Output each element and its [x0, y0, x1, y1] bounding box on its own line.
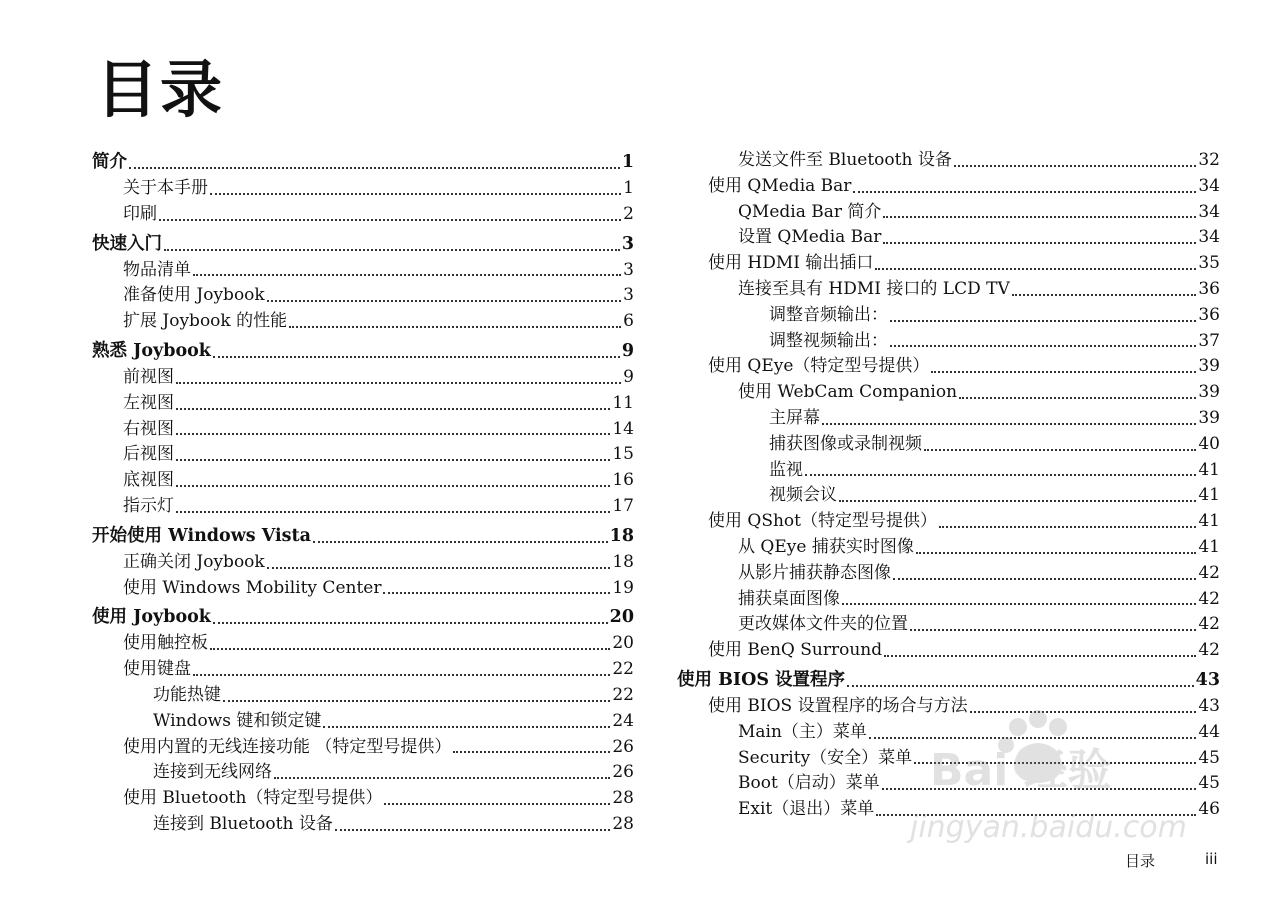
toc-entry-title: 准备使用 Joybook: [123, 285, 265, 306]
toc-entry[interactable]: [677, 277, 1220, 303]
toc-entry[interactable]: [92, 576, 634, 602]
toc-entry[interactable]: [677, 251, 1220, 277]
toc-entry-title: 使用 BenQ Surround: [708, 640, 883, 661]
toc-entry-page: 36: [1198, 304, 1220, 325]
dot-leader: [869, 737, 1196, 739]
toc-entry[interactable]: [92, 683, 634, 709]
dot-leader: [193, 674, 610, 676]
toc-entry-page: 41: [1198, 536, 1220, 557]
toc-entry[interactable]: [92, 391, 634, 417]
toc-entry[interactable]: [92, 417, 634, 443]
toc-entry-page: 42: [1198, 562, 1220, 583]
dot-leader: [931, 371, 1196, 373]
dot-leader: [384, 803, 610, 805]
toc-entry[interactable]: [677, 406, 1220, 432]
toc-entry[interactable]: [92, 283, 634, 309]
toc-entry-title: 使用 BIOS 设置程序的场合与方法: [708, 695, 968, 716]
toc-entry[interactable]: [677, 380, 1220, 406]
dot-leader: [939, 526, 1196, 528]
toc-entry[interactable]: [92, 631, 634, 657]
dot-leader: [1012, 294, 1197, 296]
dot-leader: [875, 268, 1196, 270]
toc-entry[interactable]: [677, 458, 1220, 484]
toc-entry-title: 简介: [92, 152, 127, 172]
toc-entry[interactable]: [92, 812, 634, 838]
toc-entry-title: 指示灯: [123, 495, 174, 516]
dot-leader: [176, 485, 610, 487]
dot-leader: [842, 603, 1196, 605]
toc-entry-page: 42: [1198, 614, 1220, 635]
toc-entry[interactable]: [92, 230, 634, 258]
toc-entry[interactable]: [677, 225, 1220, 251]
toc-entry-title: 使用 QMedia Bar: [708, 175, 852, 196]
toc-entry-page: 39: [1198, 407, 1220, 428]
dot-leader: [223, 700, 610, 702]
dot-leader: [890, 345, 1196, 347]
toc-left-column: [92, 148, 634, 838]
toc-entry-title: 使用 BIOS 设置程序: [677, 669, 846, 690]
dot-leader: [274, 777, 610, 779]
toc-entry[interactable]: [92, 258, 634, 284]
toc-entry-page: 18: [612, 551, 634, 572]
toc-entry[interactable]: [677, 638, 1220, 664]
toc-entry[interactable]: [677, 587, 1220, 613]
toc-entry[interactable]: [677, 354, 1220, 380]
toc-entry-page: 28: [612, 788, 634, 809]
footer-page-number: iii: [1205, 850, 1218, 868]
toc-entry[interactable]: [677, 746, 1220, 772]
toc-entry-title: 开始使用 Windows Vista: [92, 525, 311, 546]
toc-entry-title: 使用 QEye（特定型号提供）: [708, 356, 930, 377]
toc-entry[interactable]: [92, 494, 634, 520]
watermark-url: jingyan.baidu.com: [910, 810, 1187, 845]
toc-entry[interactable]: [677, 535, 1220, 561]
dot-leader: [959, 397, 1196, 399]
toc-right-column: [677, 148, 1220, 823]
toc-entry-title: 物品清单: [123, 259, 191, 280]
toc-entry-title: 连接到无线网络: [153, 762, 272, 783]
toc-entry[interactable]: [677, 483, 1220, 509]
toc-entry-page: 35: [1198, 253, 1220, 274]
dot-leader: [176, 433, 610, 435]
toc-entry-title: 左视图: [123, 392, 174, 413]
toc-entry[interactable]: [92, 735, 634, 761]
dot-leader: [129, 167, 620, 169]
toc-entry[interactable]: [677, 666, 1220, 694]
toc-entry-title: 主屏幕: [769, 407, 820, 428]
toc-entry-page: 2: [623, 203, 634, 224]
dot-leader: [193, 274, 621, 276]
toc-entry[interactable]: [677, 303, 1220, 329]
dot-leader: [910, 629, 1196, 631]
dot-leader: [164, 249, 620, 251]
page-title: 目录: [96, 53, 225, 126]
toc-entry-title: 正确关闭 Joybook: [123, 551, 265, 572]
toc-entry-page: 24: [612, 710, 634, 731]
dot-leader: [213, 622, 608, 624]
toc-entry-title: QMedia Bar 简介: [738, 201, 882, 222]
toc-entry-title: 印刷: [123, 203, 157, 224]
dot-leader: [213, 356, 620, 358]
dot-leader: [176, 459, 610, 461]
toc-entry-title: 捕获桌面图像: [738, 588, 840, 609]
toc-entry[interactable]: [92, 148, 634, 176]
toc-entry-page: 20: [609, 607, 634, 628]
toc-entry[interactable]: [92, 709, 634, 735]
toc-entry-title: 右视图: [123, 418, 174, 439]
toc-entry-page: 3: [623, 285, 634, 306]
toc-entry[interactable]: [677, 509, 1220, 535]
toc-entry-page: 40: [1198, 433, 1220, 454]
toc-entry[interactable]: [92, 365, 634, 391]
toc-entry-page: 28: [612, 813, 634, 834]
toc-entry-title: 关于本手册: [123, 178, 208, 198]
toc-entry[interactable]: [677, 694, 1220, 720]
toc-entry-title: 视频会议: [769, 485, 837, 506]
toc-entry[interactable]: [92, 309, 634, 335]
dot-leader: [176, 382, 621, 384]
toc-entry[interactable]: [677, 771, 1220, 797]
toc-entry[interactable]: [92, 442, 634, 468]
toc-entry-title: 调整视频输出：: [769, 330, 888, 351]
dot-leader: [805, 474, 1196, 476]
toc-entry-title: 使用 HDMI 输出插口: [708, 253, 874, 274]
toc-entry-page: 43: [1195, 669, 1220, 690]
toc-entry-page: 41: [1198, 511, 1220, 532]
toc-entry-page: 39: [1198, 356, 1220, 377]
toc-entry-page: 3: [623, 259, 634, 280]
toc-entry-page: 22: [612, 659, 634, 680]
dot-leader: [313, 541, 608, 543]
toc-entry-title: 熟悉 Joybook: [92, 340, 211, 361]
dot-leader: [876, 814, 1196, 816]
dot-leader: [159, 219, 621, 221]
toc-entry-page: 16: [612, 470, 634, 491]
toc-entry-page: 37: [1198, 330, 1220, 351]
toc-entry-page: 19: [612, 577, 634, 598]
toc-entry-page: 1: [623, 178, 634, 198]
toc-entry-page: 36: [1198, 278, 1220, 299]
toc-entry[interactable]: [92, 176, 634, 202]
dot-leader: [839, 500, 1196, 502]
toc-entry[interactable]: [677, 720, 1220, 746]
toc-entry-title: 从 QEye 捕获实时图像: [738, 536, 914, 557]
toc-entry-title: 连接至具有 HDMI 接口的 LCD TV: [738, 278, 1010, 299]
toc-entry-page: 44: [1198, 721, 1220, 742]
toc-entry[interactable]: [92, 550, 634, 576]
toc-entry-title: 使用触控板: [123, 633, 208, 654]
toc-entry-page: 45: [1198, 773, 1220, 794]
toc-entry[interactable]: [677, 432, 1220, 458]
toc-entry[interactable]: [92, 603, 634, 631]
toc-entry-page: 11: [612, 392, 634, 413]
dot-leader: [853, 191, 1196, 193]
toc-entry-page: 46: [1198, 799, 1220, 820]
dot-leader: [210, 648, 610, 650]
toc-entry-page: 20: [612, 633, 634, 654]
dot-leader: [453, 751, 610, 753]
toc-entry-page: 42: [1198, 640, 1220, 661]
toc-entry-title: 前视图: [123, 366, 174, 387]
toc-entry[interactable]: [92, 337, 634, 365]
toc-entry-page: 1: [621, 152, 634, 172]
toc-entry-page: 9: [623, 366, 634, 387]
dot-leader: [883, 242, 1196, 244]
footer-section-label: 目录: [1125, 852, 1156, 870]
toc-entry[interactable]: [92, 760, 634, 786]
toc-entry-title: 使用 Windows Mobility Center: [123, 577, 382, 598]
toc-entry-page: 41: [1198, 485, 1220, 506]
toc-entry-title: 调整音频输出：: [769, 304, 888, 325]
toc-entry-page: 32: [1198, 150, 1220, 170]
toc-entry-title: 使用键盘: [123, 659, 191, 680]
dot-leader: [822, 423, 1196, 425]
dot-leader: [914, 762, 1196, 764]
toc-entry-title: 使用 Joybook: [92, 607, 211, 628]
toc-entry[interactable]: [92, 468, 634, 494]
toc-entry-page: 9: [621, 340, 634, 361]
dot-leader: [335, 829, 611, 831]
dot-leader: [890, 320, 1196, 322]
toc-entry-title: Boot（启动）菜单: [738, 773, 880, 794]
toc-entry-title: 功能热键: [153, 684, 221, 705]
dot-leader: [916, 552, 1197, 554]
toc-entry-title: 使用内置的无线连接功能 （特定型号提供）: [123, 736, 452, 757]
toc-entry[interactable]: [677, 148, 1220, 174]
toc-entry-page: 15: [612, 444, 634, 465]
dot-leader: [893, 578, 1196, 580]
toc-entry-page: 6: [623, 311, 634, 332]
toc-entry[interactable]: [677, 797, 1220, 823]
toc-entry-title: 底视图: [123, 470, 174, 491]
toc-entry-page: 17: [612, 495, 634, 516]
watermark-brand: Bai 经验: [930, 745, 1112, 796]
toc-entry-title: Windows 键和锁定键: [153, 710, 322, 731]
toc-entry-title: 从影片捕获静态图像: [738, 562, 891, 583]
toc-entry[interactable]: [92, 786, 634, 812]
toc-entry-page: 41: [1198, 459, 1220, 480]
dot-leader: [924, 449, 1196, 451]
toc-entry-title: 设置 QMedia Bar: [738, 227, 882, 248]
toc-entry-title: 监视: [769, 459, 803, 480]
dot-leader: [954, 165, 1197, 167]
toc-entry[interactable]: [92, 202, 634, 228]
toc-entry-title: 捕获图像或录制视频: [769, 433, 922, 454]
toc-entry-page: 39: [1198, 382, 1220, 403]
dot-leader: [289, 326, 621, 328]
toc-entry[interactable]: [677, 561, 1220, 587]
toc-entry-page: 43: [1198, 695, 1220, 716]
toc-entry-title: 连接到 Bluetooth 设备: [153, 813, 333, 834]
toc-entry-title: 后视图: [123, 444, 174, 465]
toc-entry-page: 22: [612, 684, 634, 705]
toc-entry-page: 3: [621, 233, 634, 254]
toc-entry-title: Security（安全）菜单: [738, 747, 913, 768]
toc-entry-title: 使用 QShot（特定型号提供）: [708, 511, 938, 532]
toc-entry-page: 26: [612, 762, 634, 783]
toc-entry-title: Main（主）菜单: [738, 721, 867, 742]
dot-leader: [210, 193, 621, 195]
dot-leader: [383, 592, 610, 594]
toc-entry-title: 使用 Bluetooth（特定型号提供）: [123, 788, 383, 809]
dot-leader: [882, 788, 1197, 790]
toc-entry-page: 26: [612, 736, 634, 757]
toc-entry-title: Exit（退出）菜单: [738, 799, 875, 820]
toc-entry-title: 使用 WebCam Companion: [738, 382, 958, 403]
dot-leader: [970, 711, 1197, 713]
dot-leader: [847, 685, 1194, 687]
toc-entry-page: 34: [1198, 175, 1220, 196]
dot-leader: [176, 511, 610, 513]
dot-leader: [176, 408, 610, 410]
dot-leader: [267, 567, 611, 569]
toc-entry[interactable]: [677, 200, 1220, 226]
dot-leader: [323, 726, 610, 728]
toc-entry[interactable]: [677, 174, 1220, 200]
toc-entry-title: 快速入门: [92, 233, 162, 254]
dot-leader: [884, 655, 1196, 657]
toc-entry-title: 更改媒体文件夹的位置: [738, 614, 908, 635]
toc-entry[interactable]: [92, 522, 634, 550]
toc-entry[interactable]: [677, 612, 1220, 638]
toc-entry[interactable]: [677, 329, 1220, 355]
dot-leader: [883, 216, 1196, 218]
toc-entry-title: 发送文件至 Bluetooth 设备: [738, 150, 952, 170]
toc-entry[interactable]: [92, 657, 634, 683]
toc-entry-page: 14: [612, 418, 634, 439]
toc-entry-page: 34: [1198, 227, 1220, 248]
toc-entry-title: 扩展 Joybook 的性能: [123, 311, 288, 332]
toc-entry-page: 34: [1198, 201, 1220, 222]
toc-entry-page: 45: [1198, 747, 1220, 768]
dot-leader: [267, 300, 621, 302]
toc-entry-page: 18: [609, 525, 634, 546]
toc-entry-page: 42: [1198, 588, 1220, 609]
